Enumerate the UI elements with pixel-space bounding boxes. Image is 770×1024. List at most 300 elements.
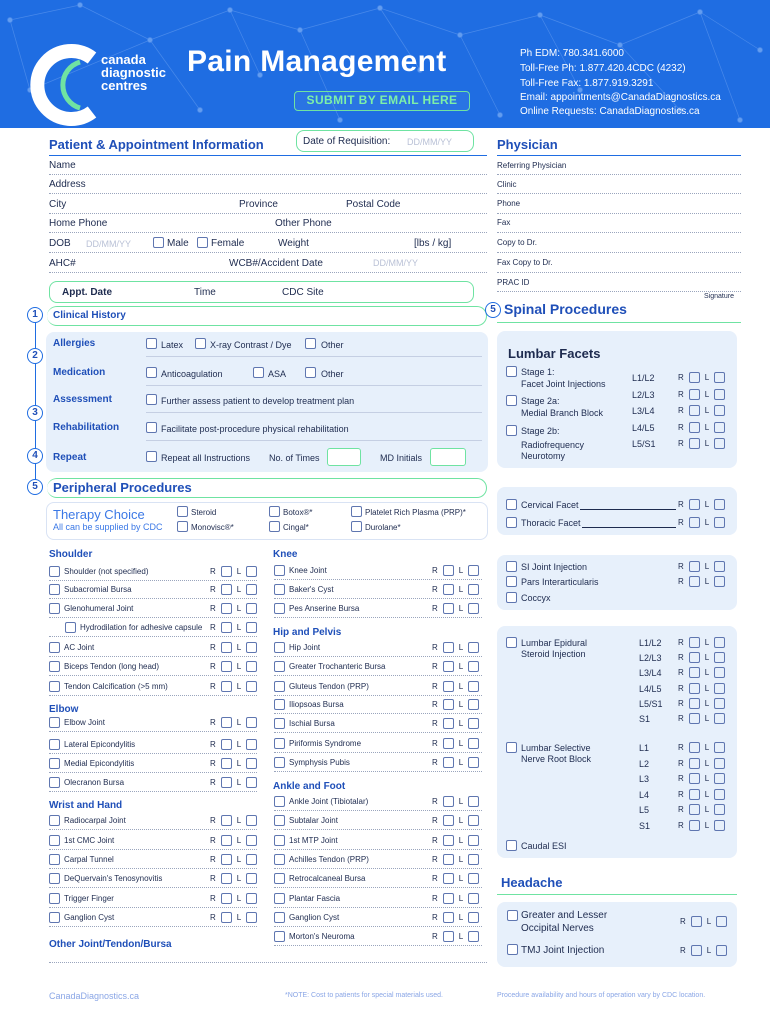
- allergy-other-label: Other: [321, 340, 344, 350]
- right-checkbox[interactable]: [443, 718, 454, 729]
- stage1-label: Stage 1:: [521, 367, 555, 377]
- shoulder-item-checkbox[interactable]: [49, 566, 60, 577]
- ankle-item-side-selector[interactable]: [432, 873, 482, 884]
- left-checkbox[interactable]: [468, 815, 479, 826]
- shoulder-item-side-selector[interactable]: [210, 622, 260, 633]
- shoulder-item-side-selector[interactable]: [210, 681, 260, 692]
- left-checkbox[interactable]: [468, 931, 479, 942]
- logo-line-3: centres: [101, 78, 148, 93]
- elbow-item-side-selector[interactable]: [210, 758, 260, 769]
- left-checkbox[interactable]: [246, 603, 257, 614]
- nerve-root-level-side-selector[interactable]: [678, 789, 728, 800]
- shoulder-item-side-selector[interactable]: [210, 603, 260, 614]
- lumbar-epidural-checkbox[interactable]: [506, 637, 517, 648]
- hip-item-side-selector[interactable]: [432, 718, 482, 729]
- date-of-requisition-label: Date of Requisition:: [303, 136, 391, 147]
- left-checkbox[interactable]: [468, 681, 479, 692]
- shoulder-heading: Shoulder: [49, 549, 93, 560]
- right-checkbox[interactable]: [443, 738, 454, 749]
- nerve-root-level-side-selector[interactable]: [678, 773, 728, 784]
- lumbar-facet-level-side-selector[interactable]: [678, 372, 728, 383]
- left-checkbox[interactable]: [714, 561, 725, 572]
- left-checkbox[interactable]: [714, 438, 725, 449]
- lumbar-selective-label: Lumbar Selective: [521, 743, 591, 753]
- right-checkbox[interactable]: [689, 713, 700, 724]
- ankle-item-checkbox[interactable]: [274, 873, 285, 884]
- left-checkbox[interactable]: [468, 661, 479, 672]
- left-checkbox[interactable]: [246, 758, 257, 769]
- right-checkbox[interactable]: [443, 642, 454, 653]
- right-checkbox[interactable]: [443, 565, 454, 576]
- right-checkbox[interactable]: [443, 757, 454, 768]
- left-checkbox[interactable]: [714, 405, 725, 416]
- left-checkbox[interactable]: [246, 893, 257, 904]
- left-checkbox[interactable]: [246, 815, 257, 826]
- shoulder-item-side-selector[interactable]: [210, 566, 260, 577]
- assessment-checkbox[interactable]: [146, 394, 157, 405]
- hip-item-checkbox[interactable]: [274, 699, 285, 710]
- right-checkbox[interactable]: [221, 603, 232, 614]
- hip-item-side-selector[interactable]: [432, 757, 482, 768]
- shoulder-item-side-selector[interactable]: [210, 584, 260, 595]
- right-checkbox[interactable]: [689, 438, 700, 449]
- anticoagulation-checkbox[interactable]: [146, 367, 157, 378]
- right-checkbox[interactable]: [689, 698, 700, 709]
- cervical-side-selector[interactable]: [678, 499, 728, 510]
- hip-item-checkbox[interactable]: [274, 738, 285, 749]
- left-checkbox[interactable]: [246, 739, 257, 750]
- lumbar-facet-level-side-selector[interactable]: [678, 405, 728, 416]
- right-checkbox[interactable]: [221, 912, 232, 923]
- left-checkbox[interactable]: [246, 717, 257, 728]
- left-checkbox[interactable]: [716, 945, 727, 956]
- left-checkbox[interactable]: [246, 661, 257, 672]
- right-label: R: [678, 758, 684, 768]
- wrist-item-side-selector[interactable]: [210, 873, 260, 884]
- hip-item-side-selector[interactable]: [432, 642, 482, 653]
- steroid-checkbox[interactable]: [177, 506, 188, 517]
- nerve-root-level-side-selector[interactable]: [678, 804, 728, 815]
- cervical-facet-label: Cervical Facet: [521, 500, 579, 510]
- left-checkbox[interactable]: [468, 873, 479, 884]
- shoulder-item-side-selector[interactable]: [210, 642, 260, 653]
- ahc-input[interactable]: [49, 272, 487, 273]
- divider: [274, 598, 482, 599]
- hip-item-checkbox[interactable]: [274, 718, 285, 729]
- stage2a-checkbox[interactable]: [506, 395, 517, 406]
- medication-other-label: Other: [321, 369, 344, 379]
- allergy-other-checkbox[interactable]: [305, 338, 316, 349]
- ankle-item-checkbox[interactable]: [274, 912, 285, 923]
- right-checkbox[interactable]: [221, 584, 232, 595]
- wrist-item-checkbox[interactable]: [49, 893, 60, 904]
- coccyx-checkbox[interactable]: [506, 592, 517, 603]
- shoulder-item-checkbox[interactable]: [49, 584, 60, 595]
- ankle-item-label: Plantar Fascia: [289, 894, 341, 903]
- left-checkbox[interactable]: [714, 372, 725, 383]
- shoulder-item-checkbox[interactable]: [49, 661, 60, 672]
- right-checkbox[interactable]: [689, 820, 700, 831]
- left-checkbox[interactable]: [468, 796, 479, 807]
- right-label: R: [432, 913, 438, 922]
- elbow-item-side-selector[interactable]: [210, 739, 260, 750]
- pars-side-selector[interactable]: [678, 576, 728, 587]
- right-checkbox[interactable]: [221, 893, 232, 904]
- left-checkbox[interactable]: [468, 584, 479, 595]
- left-checkbox[interactable]: [246, 566, 257, 577]
- left-checkbox[interactable]: [714, 698, 725, 709]
- address-input[interactable]: [49, 193, 487, 194]
- hip-item-checkbox[interactable]: [274, 642, 285, 653]
- wrist-item-checkbox[interactable]: [49, 873, 60, 884]
- right-checkbox[interactable]: [443, 584, 454, 595]
- right-checkbox[interactable]: [443, 931, 454, 942]
- right-checkbox[interactable]: [689, 372, 700, 383]
- right-checkbox[interactable]: [443, 815, 454, 826]
- left-checkbox[interactable]: [468, 854, 479, 865]
- left-checkbox[interactable]: [714, 773, 725, 784]
- prp-checkbox[interactable]: [351, 506, 362, 517]
- right-checkbox[interactable]: [221, 873, 232, 884]
- number-of-times-input[interactable]: [327, 448, 361, 466]
- nerve-root-level-side-selector[interactable]: [678, 820, 728, 831]
- cingal-checkbox[interactable]: [269, 521, 280, 532]
- right-label: R: [432, 758, 438, 767]
- right-label: R: [210, 759, 216, 768]
- right-checkbox[interactable]: [443, 893, 454, 904]
- wrist-item-side-selector[interactable]: [210, 815, 260, 826]
- left-label: L: [704, 683, 710, 693]
- submit-by-email-button[interactable]: SUBMIT BY EMAIL HERE: [294, 91, 470, 111]
- left-label: L: [458, 604, 464, 613]
- ankle-item-checkbox[interactable]: [274, 815, 285, 826]
- hip-item-side-selector[interactable]: [432, 661, 482, 672]
- logo-line-1: canada: [101, 52, 146, 67]
- left-checkbox[interactable]: [714, 820, 725, 831]
- botox-checkbox[interactable]: [269, 506, 280, 517]
- step-5-marker: 5: [27, 479, 43, 495]
- left-checkbox[interactable]: [714, 742, 725, 753]
- hip-item-side-selector[interactable]: [432, 681, 482, 692]
- right-checkbox[interactable]: [689, 517, 700, 528]
- left-checkbox[interactable]: [714, 517, 725, 528]
- left-checkbox[interactable]: [714, 637, 725, 648]
- elbow-item-checkbox[interactable]: [49, 717, 60, 728]
- wrist-item-side-selector[interactable]: [210, 912, 260, 923]
- left-checkbox[interactable]: [714, 789, 725, 800]
- left-checkbox[interactable]: [246, 873, 257, 884]
- dob-input[interactable]: [49, 252, 487, 253]
- right-checkbox[interactable]: [221, 777, 232, 788]
- md-initials-input[interactable]: [430, 448, 466, 466]
- shoulder-item-side-selector[interactable]: [210, 661, 260, 672]
- ankle-item-side-selector[interactable]: [432, 815, 482, 826]
- elbow-item-checkbox[interactable]: [49, 739, 60, 750]
- right-label: R: [432, 739, 438, 748]
- right-checkbox[interactable]: [443, 796, 454, 807]
- left-checkbox[interactable]: [246, 622, 257, 633]
- right-checkbox[interactable]: [443, 835, 454, 846]
- xray-contrast-checkbox[interactable]: [195, 338, 206, 349]
- left-checkbox[interactable]: [246, 912, 257, 923]
- left-checkbox[interactable]: [714, 667, 725, 678]
- shoulder-item-checkbox[interactable]: [49, 603, 60, 614]
- knee-item-checkbox[interactable]: [274, 584, 285, 595]
- shoulder-item-label: Biceps Tendon (long head): [64, 662, 160, 671]
- left-checkbox[interactable]: [714, 804, 725, 815]
- phone-input[interactable]: [49, 232, 487, 233]
- step-1-marker: 1: [27, 307, 43, 323]
- right-checkbox[interactable]: [689, 637, 700, 648]
- wrist-item-label: Ganglion Cyst: [64, 913, 115, 922]
- monovisc-checkbox[interactable]: [177, 521, 188, 532]
- headache-title: Headache: [501, 875, 563, 890]
- divider: [274, 732, 482, 733]
- epidural-level-side-selector[interactable]: [678, 683, 728, 694]
- pars-checkbox[interactable]: [506, 576, 517, 587]
- right-checkbox[interactable]: [689, 499, 700, 510]
- right-checkbox[interactable]: [691, 916, 702, 927]
- left-checkbox[interactable]: [246, 854, 257, 865]
- left-checkbox[interactable]: [246, 642, 257, 653]
- elbow-item-side-selector[interactable]: [210, 777, 260, 788]
- wrist-item-side-selector[interactable]: [210, 854, 260, 865]
- ankle-item-checkbox[interactable]: [274, 893, 285, 904]
- elbow-item-checkbox[interactable]: [49, 758, 60, 769]
- epidural-level-side-selector[interactable]: [678, 652, 728, 663]
- right-checkbox[interactable]: [689, 773, 700, 784]
- wrist-item-side-selector[interactable]: [210, 835, 260, 846]
- left-checkbox[interactable]: [468, 603, 479, 614]
- name-input[interactable]: [49, 174, 487, 175]
- male-checkbox[interactable]: [153, 237, 164, 248]
- right-checkbox[interactable]: [221, 622, 232, 633]
- right-checkbox[interactable]: [221, 758, 232, 769]
- wrist-item-side-selector[interactable]: [210, 893, 260, 904]
- thoracic-facet-checkbox[interactable]: [506, 517, 517, 528]
- right-checkbox[interactable]: [443, 603, 454, 614]
- occipital-nerves-checkbox[interactable]: [507, 910, 518, 921]
- right-label: R: [210, 855, 216, 864]
- right-checkbox[interactable]: [689, 576, 700, 587]
- phys-phone-input[interactable]: [497, 213, 741, 214]
- left-checkbox[interactable]: [714, 576, 725, 587]
- wrist-item-checkbox[interactable]: [49, 854, 60, 865]
- epidural-level-side-selector[interactable]: [678, 713, 728, 724]
- si-joint-checkbox[interactable]: [506, 561, 517, 572]
- left-checkbox[interactable]: [714, 389, 725, 400]
- right-checkbox[interactable]: [689, 789, 700, 800]
- left-checkbox[interactable]: [714, 713, 725, 724]
- epidural-level-side-selector[interactable]: [678, 698, 728, 709]
- right-checkbox[interactable]: [221, 835, 232, 846]
- hip-item-checkbox[interactable]: [274, 681, 285, 692]
- city-input[interactable]: [49, 213, 487, 214]
- divider: [146, 356, 482, 357]
- left-checkbox[interactable]: [468, 642, 479, 653]
- ankle-item-checkbox[interactable]: [274, 854, 285, 865]
- right-checkbox[interactable]: [221, 815, 232, 826]
- left-label: L: [704, 406, 710, 415]
- ankle-item-checkbox[interactable]: [274, 931, 285, 942]
- hip-item-checkbox[interactable]: [274, 661, 285, 672]
- left-checkbox[interactable]: [468, 757, 479, 768]
- right-checkbox[interactable]: [689, 804, 700, 815]
- footer-website[interactable]: CanadaDiagnostics.ca: [49, 991, 140, 1001]
- lumbar-selective-label-2: Nerve Root Block: [521, 754, 592, 764]
- contact-tollfree-phone: Toll-Free Ph: 1.877.420.4CDC (4232): [520, 63, 686, 74]
- left-checkbox[interactable]: [468, 835, 479, 846]
- asa-checkbox[interactable]: [253, 367, 264, 378]
- ankle-item-label: Retrocalcaneal Bursa: [289, 874, 366, 883]
- right-label: R: [210, 643, 216, 652]
- referring-physician-input[interactable]: [497, 174, 741, 175]
- si-side-selector[interactable]: [678, 561, 728, 572]
- shoulder-item-checkbox[interactable]: [49, 681, 60, 692]
- elbow-item-side-selector[interactable]: [210, 717, 260, 728]
- cervical-facet-checkbox[interactable]: [506, 499, 517, 510]
- right-checkbox[interactable]: [443, 912, 454, 923]
- nerve-root-level-label: L2: [639, 758, 650, 769]
- nerve-root-level-label: L4: [639, 789, 650, 800]
- left-checkbox[interactable]: [246, 584, 257, 595]
- nerve-root-level-side-selector[interactable]: [678, 758, 728, 769]
- ankle-item-side-selector[interactable]: [432, 893, 482, 904]
- right-checkbox[interactable]: [691, 945, 702, 956]
- epidural-level-label: L2/L3: [639, 653, 662, 664]
- medication-other-checkbox[interactable]: [305, 367, 316, 378]
- left-checkbox[interactable]: [714, 422, 725, 433]
- occipital-side-selector[interactable]: [680, 916, 730, 927]
- right-checkbox[interactable]: [689, 389, 700, 400]
- contact-email[interactable]: Email: appointments@CanadaDiagnostics.ca: [520, 92, 721, 103]
- left-checkbox[interactable]: [468, 718, 479, 729]
- prac-id-input[interactable]: [497, 291, 741, 292]
- hip-item-side-selector[interactable]: [432, 699, 482, 710]
- right-checkbox[interactable]: [689, 742, 700, 753]
- right-checkbox[interactable]: [689, 667, 700, 678]
- caudal-esi-checkbox[interactable]: [506, 840, 517, 851]
- left-label: L: [236, 643, 242, 652]
- latex-checkbox[interactable]: [146, 338, 157, 349]
- lumbar-facet-level-side-selector[interactable]: [678, 422, 728, 433]
- left-checkbox[interactable]: [246, 777, 257, 788]
- right-checkbox[interactable]: [443, 699, 454, 710]
- clinic-input[interactable]: [497, 193, 741, 194]
- right-checkbox[interactable]: [221, 566, 232, 577]
- right-checkbox[interactable]: [443, 854, 454, 865]
- right-checkbox[interactable]: [443, 873, 454, 884]
- shoulder-item-checkbox[interactable]: [65, 622, 76, 633]
- ankle-item-side-selector[interactable]: [432, 854, 482, 865]
- left-checkbox[interactable]: [246, 835, 257, 846]
- contact-website[interactable]: Online Requests: CanadaDiagnostics.ca: [520, 106, 700, 117]
- nerve-root-level-label: S1: [639, 820, 651, 831]
- right-checkbox[interactable]: [221, 854, 232, 865]
- elbow-item-checkbox[interactable]: [49, 777, 60, 788]
- appointment-box[interactable]: [49, 281, 474, 303]
- knee-item-checkbox[interactable]: [274, 565, 285, 576]
- copy-to-input[interactable]: [497, 252, 741, 253]
- occipital-nerves-label-2: Occipital Nerves: [521, 923, 594, 934]
- epidural-level-side-selector[interactable]: [678, 637, 728, 648]
- right-checkbox[interactable]: [221, 681, 232, 692]
- ankle-item-checkbox[interactable]: [274, 796, 285, 807]
- left-checkbox[interactable]: [468, 738, 479, 749]
- repeat-all-checkbox[interactable]: [146, 451, 157, 462]
- ankle-item-side-selector[interactable]: [432, 912, 482, 923]
- ankle-item-side-selector[interactable]: [432, 835, 482, 846]
- left-checkbox[interactable]: [714, 499, 725, 510]
- stage1-checkbox[interactable]: [506, 366, 517, 377]
- knee-item-side-selector[interactable]: [432, 565, 482, 576]
- tmj-checkbox[interactable]: [507, 944, 518, 955]
- md-initials-label: MD Initials: [380, 453, 423, 463]
- rehabilitation-checkbox[interactable]: [146, 422, 157, 433]
- knee-item-side-selector[interactable]: [432, 603, 482, 614]
- knee-item-side-selector[interactable]: [432, 584, 482, 595]
- right-checkbox[interactable]: [689, 652, 700, 663]
- right-checkbox[interactable]: [689, 422, 700, 433]
- wrist-item-checkbox[interactable]: [49, 835, 60, 846]
- left-label: L: [236, 718, 242, 727]
- phys-fax-input[interactable]: [497, 232, 741, 233]
- nerve-root-level-side-selector[interactable]: [678, 742, 728, 753]
- hip-item-side-selector[interactable]: [432, 738, 482, 749]
- left-checkbox[interactable]: [714, 758, 725, 769]
- hip-item-checkbox[interactable]: [274, 757, 285, 768]
- right-checkbox[interactable]: [689, 561, 700, 572]
- left-checkbox[interactable]: [468, 912, 479, 923]
- thoracic-side-selector[interactable]: [678, 517, 728, 528]
- left-checkbox[interactable]: [714, 652, 725, 663]
- right-checkbox[interactable]: [689, 683, 700, 694]
- other-joint-input[interactable]: [49, 962, 487, 963]
- left-checkbox[interactable]: [716, 916, 727, 927]
- right-checkbox[interactable]: [689, 758, 700, 769]
- left-checkbox[interactable]: [714, 683, 725, 694]
- ankle-item-side-selector[interactable]: [432, 796, 482, 807]
- right-checkbox[interactable]: [689, 405, 700, 416]
- wrist-item-checkbox[interactable]: [49, 815, 60, 826]
- tmj-side-selector[interactable]: [680, 945, 730, 956]
- right-checkbox[interactable]: [221, 642, 232, 653]
- female-checkbox[interactable]: [197, 237, 208, 248]
- durolane-checkbox[interactable]: [351, 521, 362, 532]
- wrist-item-checkbox[interactable]: [49, 912, 60, 923]
- left-checkbox[interactable]: [468, 565, 479, 576]
- fax-copy-input[interactable]: [497, 272, 741, 273]
- right-checkbox[interactable]: [221, 739, 232, 750]
- lumbar-selective-checkbox[interactable]: [506, 742, 517, 753]
- lumbar-facet-level-side-selector[interactable]: [678, 389, 728, 400]
- knee-item-checkbox[interactable]: [274, 603, 285, 614]
- stage2b-checkbox[interactable]: [506, 425, 517, 436]
- right-checkbox[interactable]: [221, 717, 232, 728]
- right-checkbox[interactable]: [443, 661, 454, 672]
- left-checkbox[interactable]: [468, 699, 479, 710]
- left-checkbox[interactable]: [246, 681, 257, 692]
- shoulder-item-checkbox[interactable]: [49, 642, 60, 653]
- lumbar-facet-level-side-selector[interactable]: [678, 438, 728, 449]
- ankle-item-side-selector[interactable]: [432, 931, 482, 942]
- left-label: L: [236, 740, 242, 749]
- left-checkbox[interactable]: [468, 893, 479, 904]
- ankle-item-checkbox[interactable]: [274, 835, 285, 846]
- epidural-level-side-selector[interactable]: [678, 667, 728, 678]
- right-checkbox[interactable]: [443, 681, 454, 692]
- right-checkbox[interactable]: [221, 661, 232, 672]
